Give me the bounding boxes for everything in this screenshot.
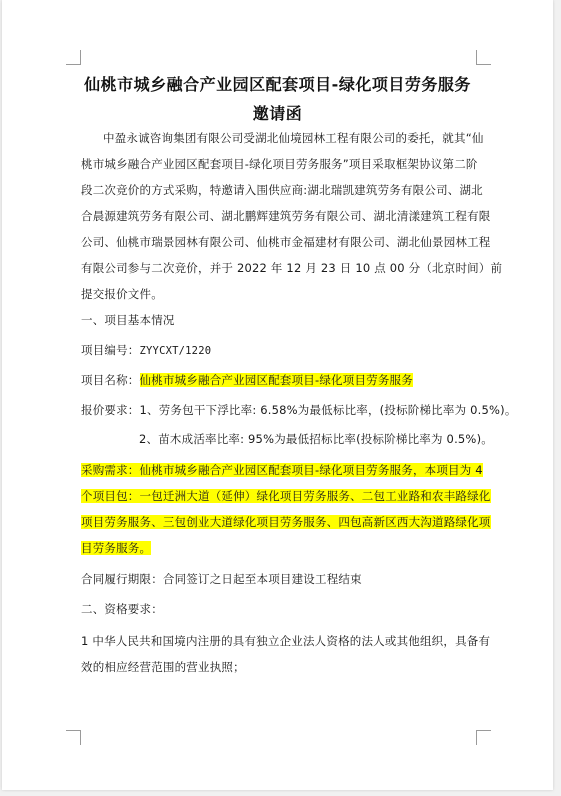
intro-line-5: 公司、仙桃市瑞景园林有限公司、仙桃市金福建材有限公司、湖北仙景园林工程	[81, 235, 491, 249]
project-name-label: 项目名称：	[81, 373, 140, 387]
contract-period: 合同履行期限：合同签订之日起至本项目建设工程结束	[81, 572, 362, 586]
intro-line-2: 桃市城乡融合产业园区配套项目-绿化项目劳务服务”项目采取框架协议第二阶	[81, 157, 478, 171]
project-number-row	[81, 343, 211, 359]
crop-mark-bottom-right	[476, 730, 491, 745]
document-subtitle: 邀请函	[252, 104, 303, 123]
procurement-line-4: 目劳务服务。	[81, 541, 152, 555]
project-name-value: 仙桃市城乡融合产业园区配套项目-绿化项目劳务服务	[139, 373, 413, 387]
qualification-line-2: 效的相应经营范围的营业执照；	[81, 660, 245, 674]
procurement-line-2: 个项目包：一包迁洲大道（延伸）绿化项目劳务服务、二包工业路和农丰路绿化	[81, 489, 491, 503]
crop-mark-top-right	[476, 50, 491, 65]
crop-mark-bottom-left	[66, 730, 81, 745]
document-page	[2, 0, 553, 790]
intro-line-7: 提交报价文件。	[81, 287, 163, 301]
intro-line-4: 合晨源建筑劳务有限公司、湖北鹏辉建筑劳务有限公司、湖北清漾建筑工程有限	[81, 209, 491, 223]
crop-mark-top-left	[66, 50, 81, 65]
project-number-label: 项目编号：	[81, 343, 140, 357]
section-2-heading: 二、资格要求：	[81, 602, 163, 616]
project-name-row	[81, 373, 413, 388]
quote-requirement-2: 2、苗木成活率比率: 95%为最低招标比率(投标阶梯比率为 0.5%)。	[139, 432, 493, 446]
intro-line-6: 有限公司参与二次竞价，并于 2022 年 12 月 23 日 10 点 00 分（北京时间）前	[81, 261, 503, 275]
intro-line-3: 段二次竞价的方式采购，特邀请入围供应商:湖北瑞凯建筑劳务有限公司、湖北	[81, 183, 483, 197]
document-title: 仙桃市城乡融合产业园区配套项目-绿化项目劳务服务	[84, 75, 471, 94]
quote-requirement-1: 报价要求：1、劳务包干下浮比率: 6.58%为最低标比率，(投标阶梯比率为 0.5%)。	[81, 403, 517, 417]
qualification-line-1: 1 中华人民共和国境内注册的具有独立企业法人资格的法人或其他组织，具备有	[81, 634, 491, 648]
intro-line-1: 中盈永诚咨询集团有限公司受湖北仙境园林工程有限公司的委托，就其“仙	[103, 131, 484, 145]
project-number-value: ZYYCXT/1220	[139, 345, 212, 357]
procurement-line-1: 采购需求：仙桃市城乡融合产业园区配套项目-绿化项目劳务服务，本项目为 4	[81, 463, 483, 477]
section-1-heading: 一、项目基本情况	[81, 313, 175, 327]
procurement-line-3: 项目劳务服务、三包创业大道绿化项目劳务服务、四包高新区西大沟道路绿化项	[81, 515, 491, 529]
